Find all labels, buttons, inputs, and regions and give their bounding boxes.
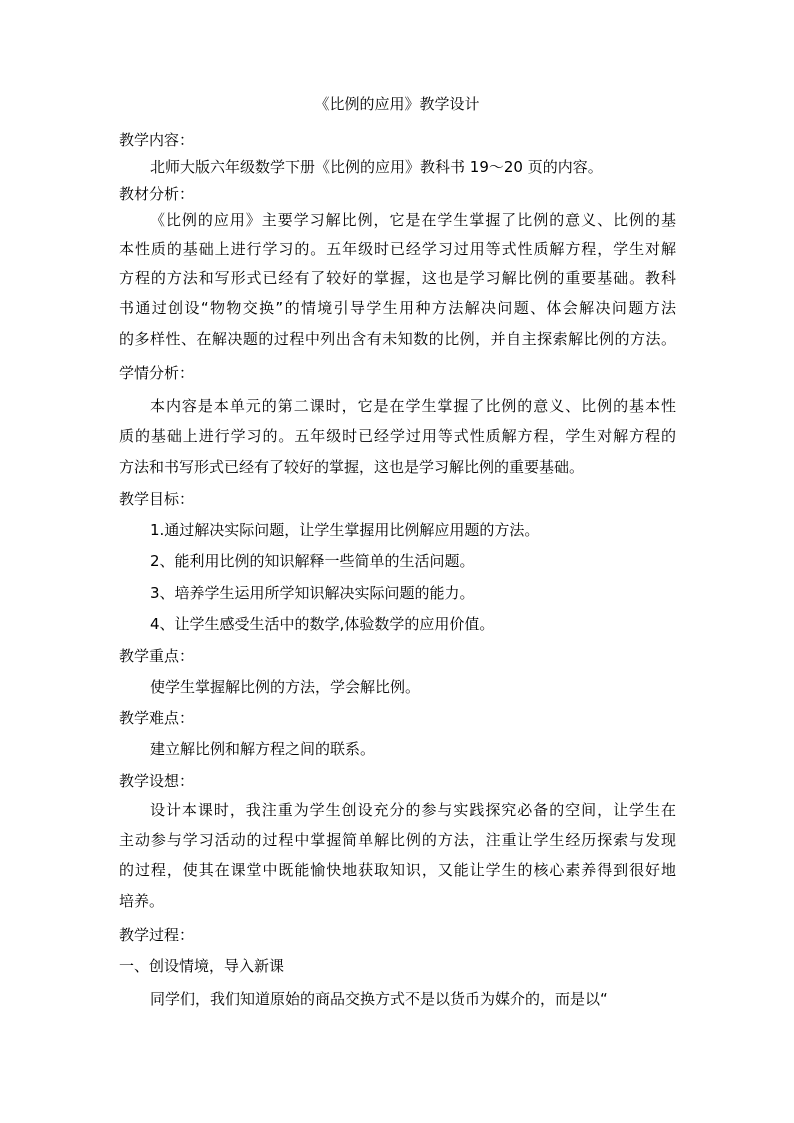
teaching-idea-line: 设计本课时，我注重为学生创设充分的参与实践探究必备的空间，让学生在 <box>150 801 676 819</box>
material-paragraph-line: 书通过创设“物物交换”的情境引导学生用种方法解决问题、体会解决问题方法 <box>119 299 676 317</box>
process-step-title: 一、创设情境，导入新课 <box>119 957 285 975</box>
material-paragraph-line: 的多样性、在解决题的过程中列出含有未知数的比例，并自主探索解比例的方法。 <box>119 330 676 348</box>
content-text: 北师大版六年级数学下册《比例的应用》教科书 19～20 页的内容。 <box>150 158 603 176</box>
teaching-idea-line: 的过程，使其在课堂中既能愉快地获取知识，又能让学生的核心素养得到很好地 <box>119 861 676 879</box>
process-heading: 教学过程： <box>119 926 195 944</box>
document-title: 《比例的应用》教学设计 <box>314 95 480 113</box>
key-point-text: 使学生掌握解比例的方法，学会解比例。 <box>150 678 421 696</box>
difficulty-text: 建立解比例和解方程之间的联系。 <box>150 740 376 758</box>
material-paragraph-line: 本性质的基础上进行学习的。五年级时已经学习过用等式性质解方程，学生对解 <box>119 240 676 258</box>
goal-item: 1.通过解决实际问题，让学生掌握用比例解应用题的方法。 <box>150 521 540 539</box>
process-step-text: 同学们，我们知道原始的商品交换方式不是以货币为媒介的，而是以“ <box>150 990 608 1008</box>
goal-item: 4、让学生感受生活中的数学,体验数学的应用价值。 <box>150 615 495 633</box>
goal-item: 2、能利用比例的知识解释一些简单的生活问题。 <box>150 552 475 570</box>
student-analysis-heading: 学情分析： <box>119 364 195 382</box>
material-paragraph-line: 方程的方法和写形式已经有了较好的掌握，这也是学习解比例的重要基础。教科 <box>119 269 676 287</box>
key-point-heading: 教学重点： <box>119 647 195 665</box>
student-paragraph-line: 本内容是本单元的第二课时，它是在学生掌握了比例的意义、比例的基本性 <box>150 397 676 415</box>
teaching-idea-heading: 教学设想： <box>119 772 195 790</box>
student-paragraph-line: 质的基础上进行学习的。五年级时已经学过用等式性质解方程，学生对解方程的 <box>119 427 676 445</box>
goal-item: 3、培养学生运用所学知识解决实际问题的能力。 <box>150 584 475 602</box>
teaching-idea-line: 主动参与学习活动的过程中掌握简单解比例的方法，注重让学生经历探索与发现 <box>119 831 676 849</box>
content-heading: 教学内容： <box>119 131 195 149</box>
goals-heading: 教学目标： <box>119 490 195 508</box>
teaching-idea-line: 培养。 <box>119 892 165 910</box>
difficulty-heading: 教学难点： <box>119 709 195 727</box>
material-paragraph-line: 《比例的应用》主要学习解比例，它是在学生掌握了比例的意义、比例的基 <box>150 211 676 229</box>
material-heading: 教材分析： <box>119 185 195 203</box>
student-paragraph-line: 方法和书写形式已经有了较好的掌握，这也是学习解比例的重要基础。 <box>119 458 585 476</box>
